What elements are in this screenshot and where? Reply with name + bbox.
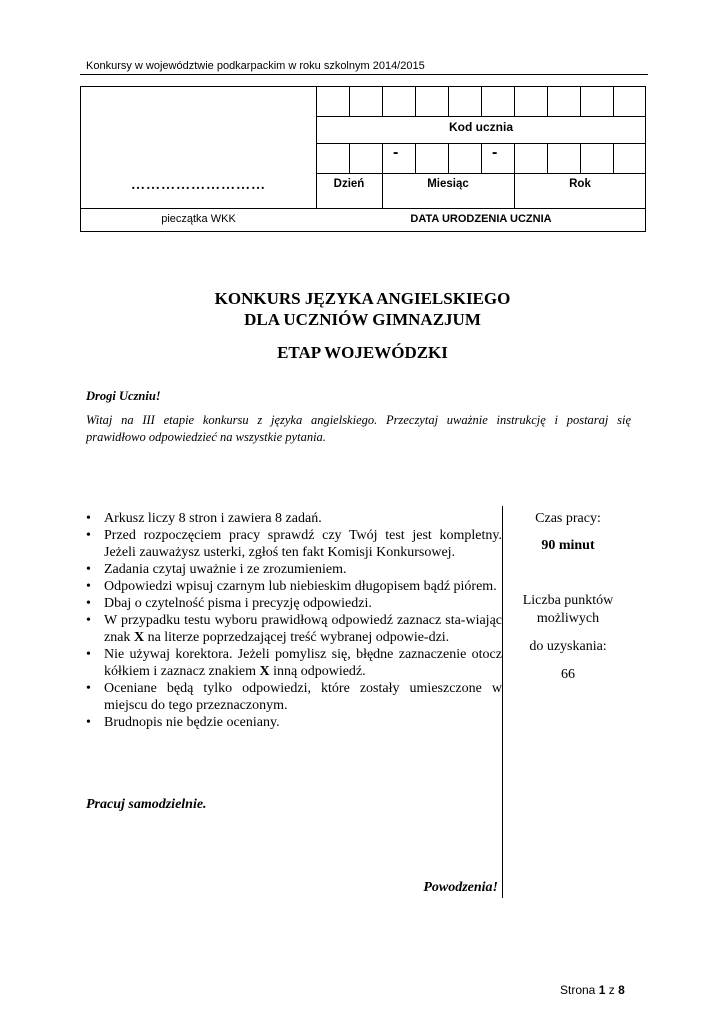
rule-item: • Brudnopis nie będzie oceniany.: [84, 714, 502, 731]
rule-mark: X: [133, 630, 145, 645]
points-label-2: możliwych: [536, 611, 600, 626]
day-label: Dzień: [333, 178, 365, 190]
rule-item: • Odpowiedzi wpisuj czarnym lub niebieskim długopisem bądź piórem.: [84, 578, 502, 595]
rule-item: • Oceniane będą tylko odpowiedzi, które zostały umieszczone w miejscu do tego przeznaczonym.: [84, 680, 502, 714]
intro-line-1: Witaj na III etapie konkursu z języka angielskiego. Przeczytaj uważnie instrukcję i postaraj się: [86, 413, 631, 427]
code-cell-line: [415, 87, 416, 116]
date-cell-line: [349, 143, 350, 173]
stamp-label: pieczątka WKK: [161, 213, 236, 225]
title-line-1: KONKURS JĘZYKA ANGIELSKIEGO: [214, 289, 511, 308]
rule-item-correction: [84, 646, 502, 680]
year-label: Rok: [569, 178, 591, 190]
greeting: Drogi Uczniu!: [86, 389, 161, 403]
header-rule: [80, 74, 648, 75]
code-cell-line: [481, 87, 482, 116]
points-value: 66: [561, 667, 575, 682]
date-cell-line: [382, 143, 383, 208]
date-separator: -: [492, 144, 498, 161]
code-cell-line: [349, 87, 350, 116]
rules-list: [84, 510, 502, 731]
date-cell-line: [448, 143, 449, 173]
rule-item: • Arkusz liczy 8 stron i zawiera 8 zadań.: [84, 510, 502, 527]
rule-item: • Dbaj o czytelność pisma i precyzję odpowiedzi.: [84, 595, 502, 612]
code-cell-line: [547, 87, 548, 116]
birth-date-label: DATA URODZENIA UCZNIA: [410, 213, 552, 225]
time-value: 90 minut: [541, 538, 595, 553]
student-info-box: [80, 86, 646, 232]
date-grid-bottom: [316, 173, 646, 174]
points-label-1: Liczba punktów: [522, 593, 614, 608]
stamp-row-divider: [81, 208, 646, 209]
page-prefix: Strona: [560, 983, 599, 997]
rule-text: Nie używaj korektora. Jeżeli pomylisz się, błędne zaznaczenie otocz kółkiem i zaznacz znakiem: [104, 647, 502, 679]
date-cell-line: [613, 143, 614, 173]
column-separator: [502, 506, 503, 898]
code-cell-line: [613, 87, 614, 116]
date-cell-line: [580, 143, 581, 173]
rule-item: • Zadania czytaj uważnie i ze zrozumieniem.: [84, 561, 502, 578]
page-of: z: [605, 983, 619, 997]
date-cell-line: [514, 143, 515, 208]
date-cell-line: [547, 143, 548, 173]
rule-item: • Przed rozpoczęciem pracy sprawdź czy Twój test jest kompletny. Jeżeli zauważysz usterki, zgłoś ten fakt Komisji Konkursowej.: [84, 527, 502, 561]
page-current: 1: [598, 983, 606, 997]
date-separator: -: [393, 144, 399, 161]
date-cell-line: [415, 143, 416, 173]
month-label: Miesiąc: [427, 178, 469, 190]
rule-mark: X: [259, 664, 270, 679]
intro-line-2: prawidłowo odpowiedzieć na wszystkie pytania.: [86, 430, 326, 444]
rule-text: inną odpowiedź.: [269, 664, 366, 679]
code-label: Kod ucznia: [448, 120, 513, 134]
code-cell-line: [514, 87, 515, 116]
points-label-3: do uzyskania:: [529, 639, 607, 654]
date-cell-line: [481, 143, 482, 173]
code-grid-bottom: [316, 116, 646, 117]
header-line: Konkursy w województwie podkarpackim w roku szkolnym 2014/2015: [86, 60, 425, 72]
page-total: 8: [618, 983, 625, 997]
code-cell-line: [382, 87, 383, 116]
time-label: Czas pracy:: [535, 511, 601, 526]
code-cell-line: [580, 87, 581, 116]
page-number: [560, 983, 625, 997]
title-line-2: DLA UCZNIÓW GIMNAZJUM: [244, 310, 481, 329]
good-luck: Powodzenia!: [423, 880, 498, 895]
work-independently: Pracuj samodzielnie.: [86, 797, 207, 812]
title-line-3: ETAP WOJEWÓDZKI: [277, 343, 448, 362]
code-cell-line: [448, 87, 449, 116]
stamp-dots: ………………………: [131, 178, 266, 193]
rule-text: na literze poprzedzającej treść wybranej odpowie-dzi.: [144, 630, 450, 645]
rule-text: W przypadku testu wyboru prawidłową odpowiedź zaznacz sta-wiając znak: [104, 613, 502, 645]
rule-item-choice: [84, 612, 502, 646]
